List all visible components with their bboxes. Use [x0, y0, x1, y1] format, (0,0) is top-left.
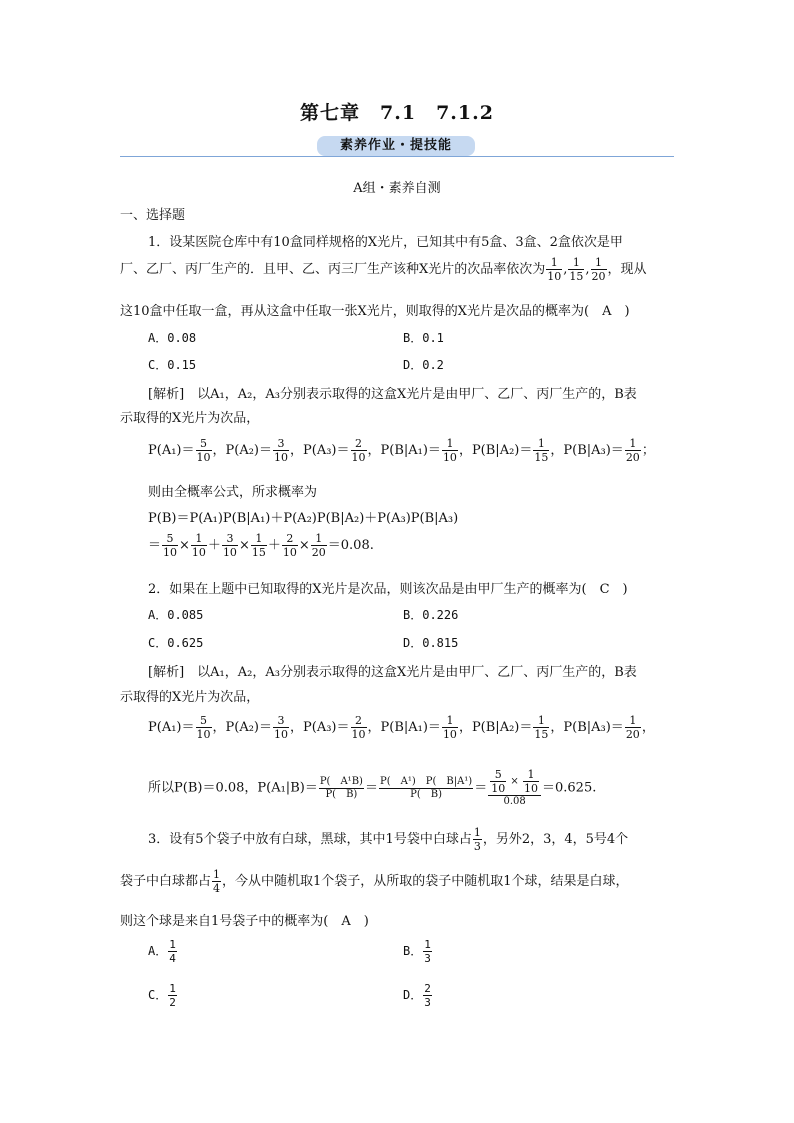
part-heading: 一、选择题	[120, 208, 186, 223]
q3-option-b: B． $\frac{1}{3}$	[403, 938, 431, 965]
q1-solution-2: 示取得的X光片为次品，	[120, 411, 260, 426]
q3-option-d: D． $\frac{2}{3}$	[403, 982, 431, 1009]
q2-solution-2: 示取得的X光片为次品，	[120, 690, 260, 705]
q2-solution-1: [解析] 以A₁，A₂，A₃分别表示取得的这盒X光片是由甲厂、乙厂、丙厂生产的，B表	[148, 665, 637, 680]
q2-line1: 2．如果在上题中已知取得的X光片是次品，则该次品是由甲厂生产的概率为( C )	[148, 582, 628, 597]
q1-line2-text: 厂、乙厂、丙厂生产的．且甲、乙、丙三厂生产该种X光片的次品率依次为	[120, 262, 546, 277]
q2-option-a: A．0.085	[148, 608, 204, 622]
q1-line3: 这10盒中任取一盒，再从这盒中任取一张X光片，则取得的X光片是次品的概率为( A )	[120, 304, 630, 319]
q1-option-d: D．0.2	[403, 358, 444, 372]
q1-probabilities: P(A₁)＝ $\frac{5}{10}$ ，P(A₂)＝ $\frac{3}{10}$ ，P(A₃)＝ $\frac{2}{10}$ ，P(B|A₁)＝ $\frac{1}{10}$ ，P(B|A₂)＝ $\frac{1}{15}$ ，P(B|A₃)＝ $\frac{1}{20}$ ；	[148, 437, 655, 464]
q3-option-c: C． $\frac{1}{2}$	[148, 982, 176, 1009]
q1-line1: 1．设某医院仓库中有10盒同样规格的X光片，已知其中有5盒、3盒、2盒依次是甲	[148, 235, 623, 250]
q3-line1: 3．设有5个袋子中放有白球，黑球，其中1号袋中白球占 $\frac{1}{3}$ ，另外2，3，4，5号4个	[148, 826, 629, 853]
q3-option-a: A． $\frac{1}{4}$	[148, 938, 176, 965]
q1-calculation: ＝ $\frac{5}{10}$ × $\frac{1}{10}$ ＋ $\frac{3}{10}$ × $\frac{1}{15}$ ＋ $\frac{2}{10}$ × $\frac{1}{20}$ ＝0.08.	[148, 532, 374, 559]
q2-option-c: C．0.625	[148, 636, 204, 650]
q3-line2: 袋子中白球都占 $\frac{1}{4}$ ，今从中随机取1个袋子，从所取的袋子中随机取1个球，结果是白球，	[120, 868, 629, 895]
q1-option-a: A．0.08	[148, 331, 197, 345]
section-heading: A组・素养自测	[353, 181, 441, 196]
banner: 素养作业・提技能	[317, 136, 475, 156]
q1-solution-3: 则由全概率公式，所求概率为	[148, 485, 318, 500]
divider	[120, 156, 674, 157]
q1-option-b: B．0.1	[403, 331, 444, 345]
page-title: 第七章 7.1 7.1.2	[300, 102, 494, 124]
q2-option-d: D．0.815	[403, 636, 459, 650]
q1-option-c: C．0.15	[148, 358, 197, 372]
q1-frac-1: $\frac{1}{10}$	[547, 256, 562, 283]
q1-frac-3: $\frac{1}{20}$	[591, 256, 606, 283]
q1-total-probability: P(B)＝P(A₁)P(B|A₁)＋P(A₂)P(B|A₂)＋P(A₃)P(B|A₃)	[148, 511, 459, 526]
q1-line2: 厂、乙厂、丙厂生产的．且甲、乙、丙三厂生产该种X光片的次品率依次为 $\frac{1}{10}$ , $\frac{1}{15}$ , $\frac{1}{20}$ ，现从	[120, 256, 647, 283]
q1-frac-2: $\frac{1}{15}$	[569, 256, 584, 283]
q2-option-b: B．0.226	[403, 608, 459, 622]
q2-probabilities: P(A₁)＝ $\frac{5}{10}$ ，P(A₂)＝ $\frac{3}{10}$ ，P(A₃)＝ $\frac{2}{10}$ ，P(B|A₁)＝ $\frac{1}{10}$ ，P(B|A₂)＝ $\frac{1}{15}$ ，P(B|A₃)＝ $\frac{1}{20}$ ，	[148, 714, 655, 741]
q1-solution-1: [解析] 以A₁，A₂，A₃分别表示取得的这盒X光片是由甲厂、乙厂、丙厂生产的，B表	[148, 387, 637, 402]
q3-line3: 则这个球是来自1号袋子中的概率为( A )	[120, 914, 369, 929]
q2-bayes-calculation: 所以P(B)＝0.08，P(A₁|B)＝ $\frac{\text{P( A¹B)}}{P( B)}$ ＝ $\frac{\text{P( A¹) P( B|A¹)}}{P( B)}$ ＝ $\frac{5}{10}$ × $\frac{1}{10}$ 0.08 ＝0.625.	[148, 768, 597, 807]
